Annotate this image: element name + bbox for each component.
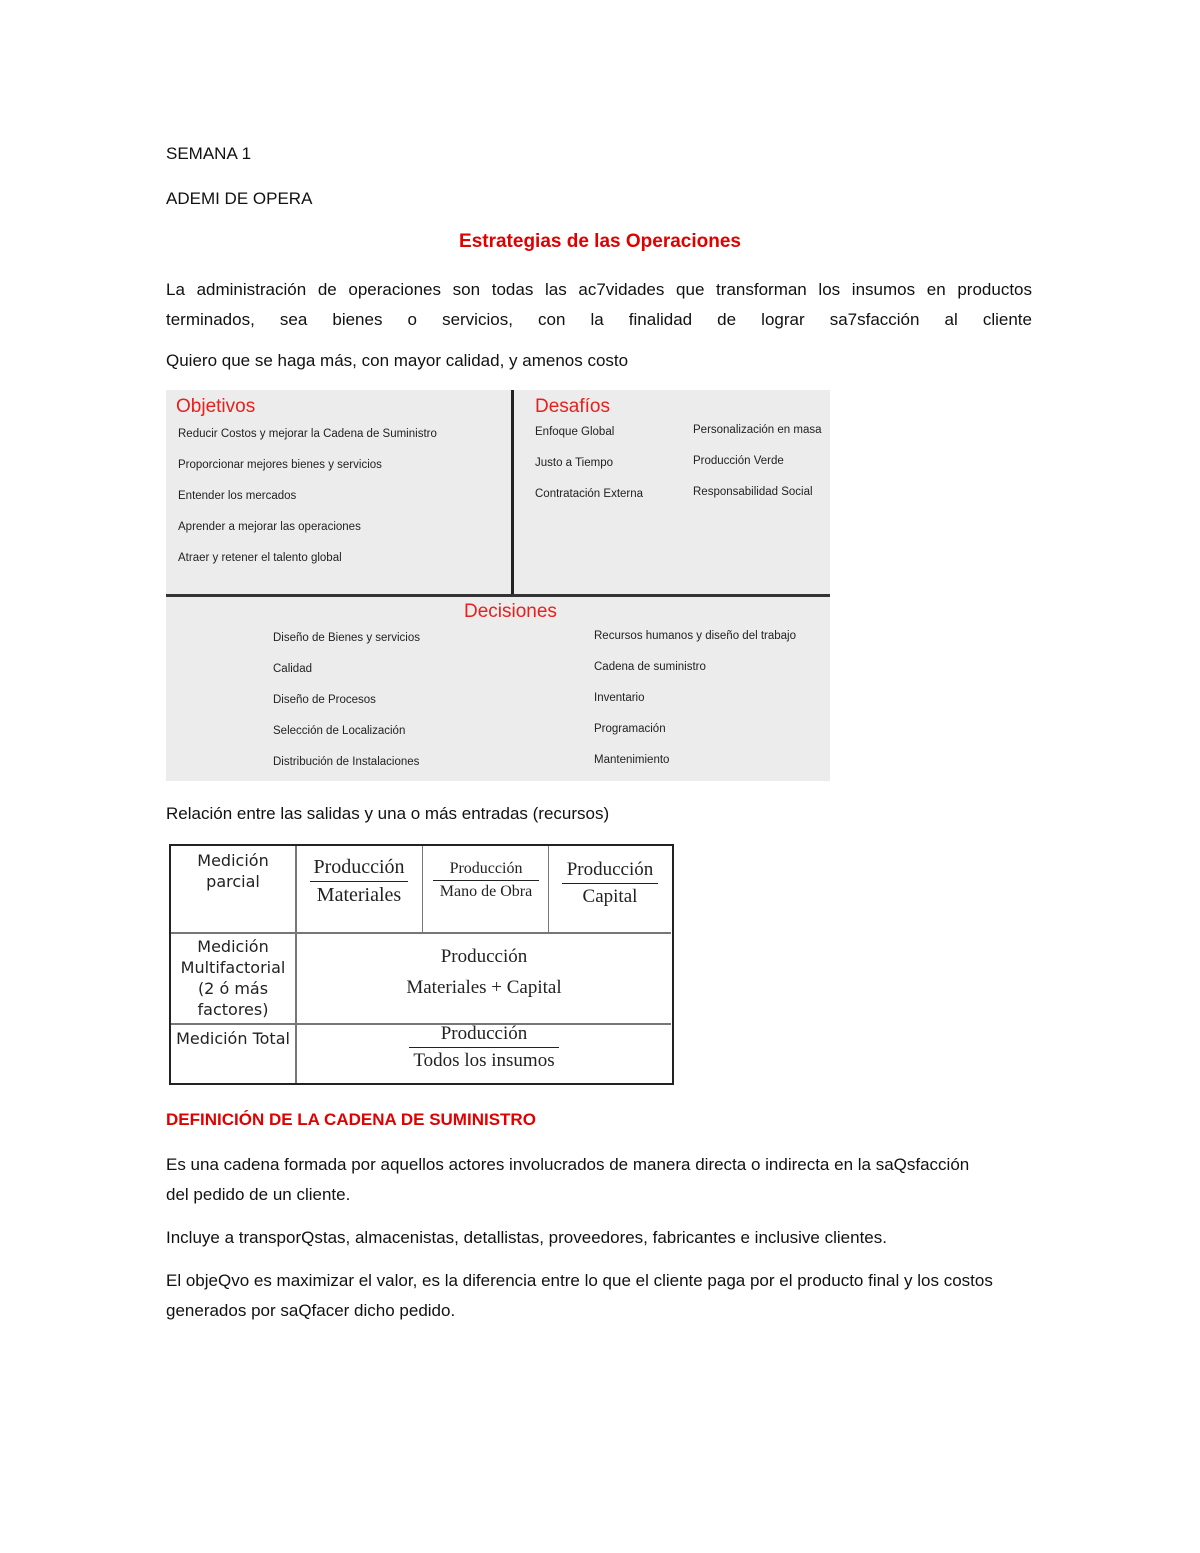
panel-vertical-divider — [511, 390, 514, 595]
objective-item: Atraer y retener el talento global — [178, 552, 342, 564]
week-label: SEMANA 1 — [166, 144, 252, 163]
paragraph-relation: Relación entre las salidas y una o más entradas (recursos) — [166, 804, 610, 823]
fraction-denominator: Capital — [582, 886, 638, 907]
page-title: Estrategias de las Operaciones — [459, 231, 741, 252]
fraction-denominator: Todos los insumos — [413, 1050, 555, 1071]
partial-fraction-materials — [299, 856, 419, 907]
challenge-item: Producción Verde — [693, 455, 784, 467]
decisions-title: Decisiones — [464, 601, 557, 622]
paragraph-definition-line — [166, 275, 1032, 329]
supply-chain-paragraph-1: Es una cadena formada por aquellos actores involucrados de manera directa o indirecta en la saQsfacción del pedido de un cliente. — [166, 1155, 970, 1204]
objectives-title: Objetivos — [176, 396, 256, 417]
table-divider — [422, 846, 423, 932]
objective-item: Entender los mercados — [178, 490, 297, 502]
decision-item: Selección de Localización — [273, 725, 406, 737]
fraction-numerator: Producción — [440, 1023, 528, 1044]
total-label: Medición Total — [176, 1029, 290, 1048]
decision-item: Inventario — [594, 692, 645, 704]
table-divider — [171, 932, 671, 934]
fraction-numerator: Producción — [449, 860, 523, 877]
supply-chain-heading: DEFINICIÓN DE LA CADENA DE SUMINISTRO — [166, 1110, 536, 1129]
table-divider — [548, 846, 549, 932]
objective-item: Reducir Costos y mejorar la Cadena de Suministro — [178, 428, 437, 440]
decision-item: Calidad — [273, 663, 312, 675]
strategy-panel — [166, 390, 830, 781]
productivity-table — [169, 844, 674, 1085]
partial-label: Medición parcial — [197, 851, 269, 891]
multifactor-fraction — [297, 946, 671, 999]
decision-item: Recursos humanos y diseño del trabajo — [594, 630, 797, 642]
challenge-item: Enfoque Global — [535, 426, 615, 438]
supply-chain-paragraph-2: Incluye a transporQstas, almacenistas, detallistas, proveedores, fabricantes e inclusive clientes. — [166, 1228, 887, 1247]
partial-fraction-labor — [425, 860, 547, 901]
fraction-bar — [562, 883, 658, 884]
paragraph-quote: Quiero que se haga más, con mayor calidad, y amenos costo — [166, 351, 629, 370]
fraction-numerator: Producción — [440, 946, 528, 967]
fraction-bar — [310, 881, 408, 882]
fraction-numerator: Producción — [313, 856, 405, 878]
decision-item: Programación — [594, 723, 666, 735]
decision-item: Mantenimiento — [594, 754, 670, 766]
fraction-numerator: Producción — [566, 859, 654, 880]
challenge-item: Responsabilidad Social — [693, 486, 813, 498]
paragraph-definition: La administración de operaciones son todas las ac7vidades que transforman los insumos en productos terminados, sea bienes o servicios, con la finalidad de lograr sa7sfacción al cliente — [166, 280, 1032, 329]
fraction-bar — [409, 1047, 559, 1048]
fraction-denominator: Mano de Obra — [439, 883, 533, 900]
challenge-item: Justo a Tiempo — [535, 457, 613, 469]
fraction-bar — [433, 880, 539, 881]
total-fraction — [297, 1023, 671, 1072]
decision-item: Diseño de Procesos — [273, 694, 376, 706]
fraction-denominator: Materiales — [316, 884, 402, 906]
challenge-item: Contratación Externa — [535, 488, 644, 500]
partial-fraction-capital — [551, 859, 669, 908]
challenge-item: Personalización en masa — [693, 424, 822, 436]
challenges-title: Desafíos — [535, 396, 610, 417]
objective-item: Aprender a mejorar las operaciones — [178, 521, 361, 533]
fraction-denominator: Materiales + Capital — [406, 977, 562, 998]
decision-item: Diseño de Bienes y servicios — [273, 632, 421, 644]
objective-item: Proporcionar mejores bienes y servicios — [178, 459, 382, 471]
supply-chain-paragraph-3: El objeQvo es maximizar el valor, es la diferencia entre lo que el cliente paga por el producto final y los costos generados por saQfacer dicho pedido. — [166, 1271, 993, 1320]
course-label: ADEMI DE OPERA — [166, 189, 313, 208]
decision-item: Cadena de suministro — [594, 661, 706, 673]
decision-item: Distribución de Instalaciones — [273, 756, 420, 768]
multifactor-label: Medición Multifactorial (2 ó más factores) — [180, 937, 286, 1019]
panel-horizontal-divider — [166, 594, 830, 597]
